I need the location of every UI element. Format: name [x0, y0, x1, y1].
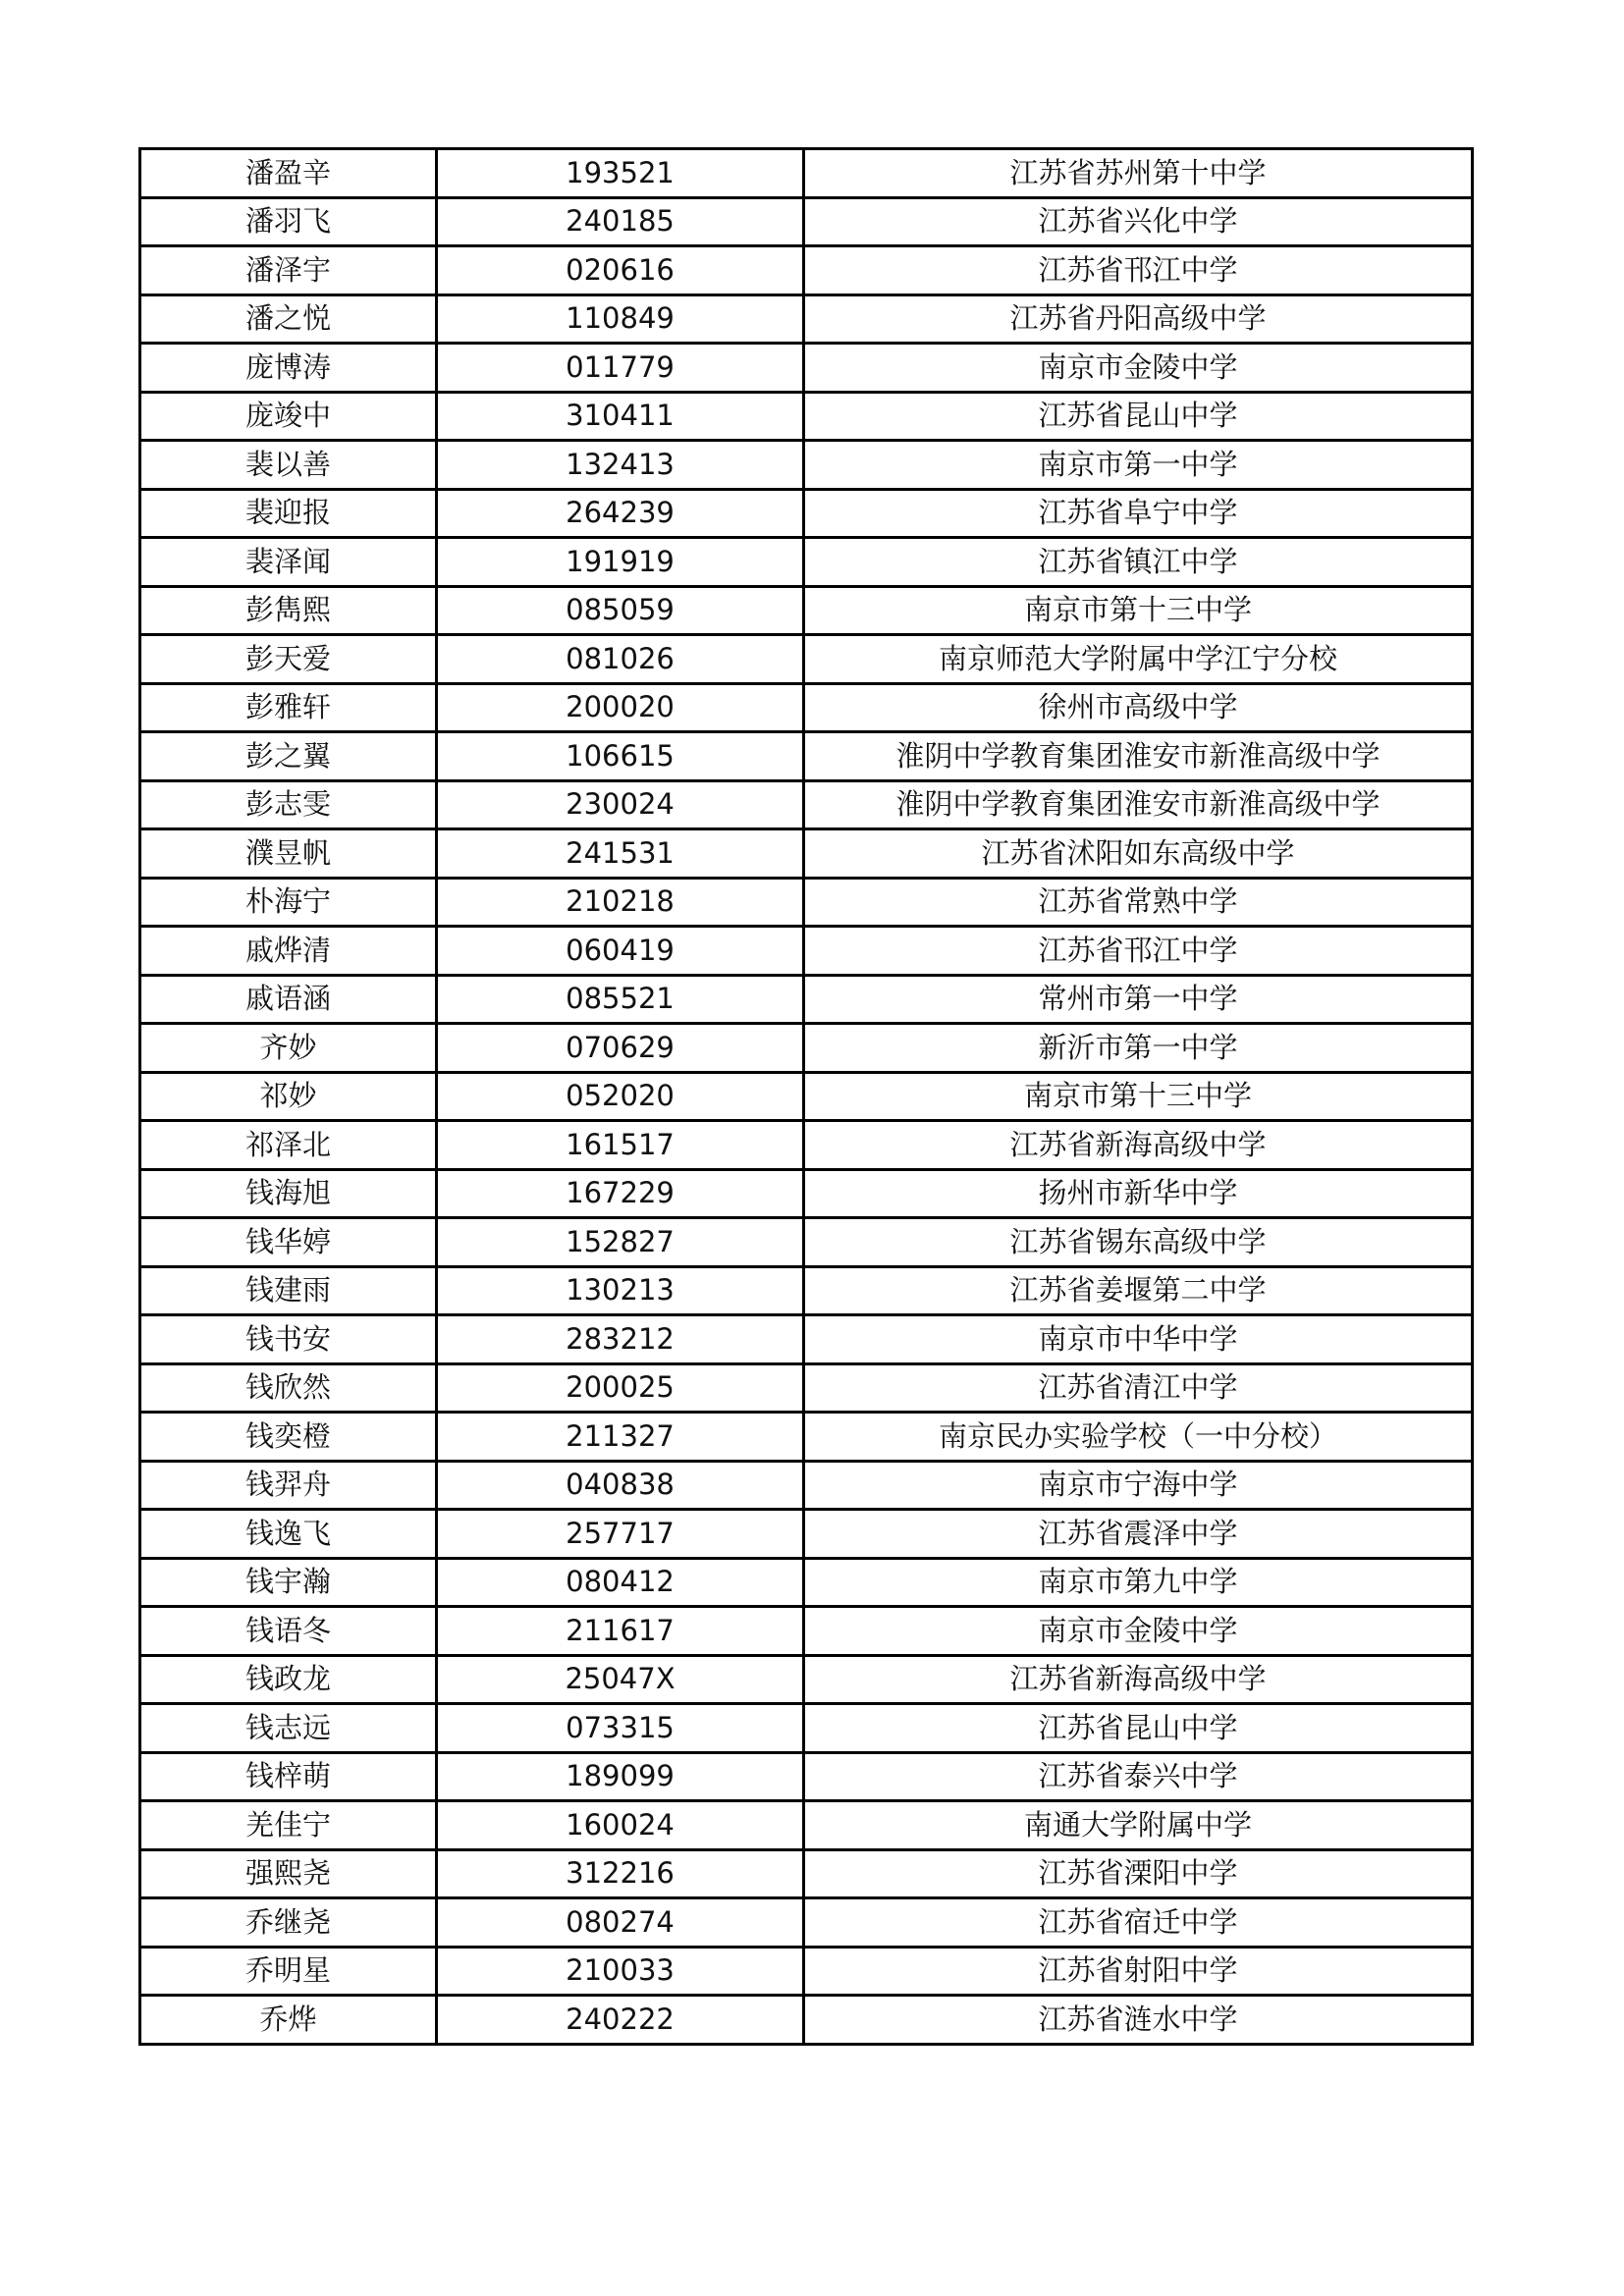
table-row: [140, 1849, 1473, 1898]
student-id-cell: 211617: [437, 1607, 804, 1656]
student-name-cell: 羌佳宁: [140, 1801, 437, 1850]
school-name-cell: 南京市金陵中学: [804, 1607, 1473, 1656]
student-name-cell: 潘羽飞: [140, 197, 437, 246]
school-name-cell: 江苏省镇江中学: [804, 538, 1473, 587]
student-id-cell: 085059: [437, 586, 804, 635]
table-row: [140, 489, 1473, 538]
school-name-cell: 江苏省阜宁中学: [804, 489, 1473, 538]
roster-table-body: [140, 149, 1473, 2045]
student-name-cell: 乔明星: [140, 1947, 437, 1996]
student-name-cell: 裴以善: [140, 441, 437, 490]
table-row: [140, 441, 1473, 490]
table-row: [140, 683, 1473, 732]
school-name-cell: 南京市金陵中学: [804, 344, 1473, 393]
table-row: [140, 344, 1473, 393]
student-id-cell: 312216: [437, 1849, 804, 1898]
table-row: [140, 1510, 1473, 1559]
table-row: [140, 1558, 1473, 1607]
student-id-cell: 110849: [437, 294, 804, 344]
school-name-cell: 徐州市高级中学: [804, 683, 1473, 732]
student-id-cell: 283212: [437, 1315, 804, 1364]
roster-table: [138, 147, 1474, 2046]
student-name-cell: 钱华婷: [140, 1218, 437, 1267]
student-id-cell: 011779: [437, 344, 804, 393]
student-name-cell: 钱海旭: [140, 1169, 437, 1218]
student-name-cell: 潘盈辛: [140, 149, 437, 198]
student-id-cell: 130213: [437, 1266, 804, 1315]
roster-sheet: [138, 147, 1471, 2046]
student-id-cell: 310411: [437, 392, 804, 441]
school-name-cell: 江苏省邗江中学: [804, 927, 1473, 976]
student-id-cell: 240185: [437, 197, 804, 246]
table-row: [140, 878, 1473, 927]
student-id-cell: 200025: [437, 1363, 804, 1413]
student-name-cell: 彭天爱: [140, 635, 437, 684]
student-id-cell: 230024: [437, 780, 804, 829]
school-name-cell: 江苏省溧阳中学: [804, 1849, 1473, 1898]
student-name-cell: 彭雅轩: [140, 683, 437, 732]
table-row: [140, 197, 1473, 246]
student-name-cell: 钱政龙: [140, 1655, 437, 1704]
student-id-cell: 257717: [437, 1510, 804, 1559]
student-id-cell: 200020: [437, 683, 804, 732]
student-id-cell: 152827: [437, 1218, 804, 1267]
student-name-cell: 裴迎报: [140, 489, 437, 538]
student-id-cell: 211327: [437, 1413, 804, 1462]
school-name-cell: 南京市中华中学: [804, 1315, 1473, 1364]
school-name-cell: 江苏省涟水中学: [804, 1996, 1473, 2045]
student-name-cell: 乔继尧: [140, 1898, 437, 1948]
student-id-cell: 132413: [437, 441, 804, 490]
student-id-cell: 191919: [437, 538, 804, 587]
school-name-cell: 江苏省宿迁中学: [804, 1898, 1473, 1948]
school-name-cell: 南京市第九中学: [804, 1558, 1473, 1607]
school-name-cell: 江苏省震泽中学: [804, 1510, 1473, 1559]
table-row: [140, 732, 1473, 781]
table-row: [140, 1752, 1473, 1801]
student-name-cell: 乔烨: [140, 1996, 437, 2045]
table-row: [140, 1898, 1473, 1948]
student-name-cell: 庞竣中: [140, 392, 437, 441]
table-row: [140, 1072, 1473, 1121]
school-name-cell: 常州市第一中学: [804, 975, 1473, 1024]
student-id-cell: 080412: [437, 1558, 804, 1607]
student-name-cell: 钱建雨: [140, 1266, 437, 1315]
school-name-cell: 江苏省常熟中学: [804, 878, 1473, 927]
school-name-cell: 江苏省清江中学: [804, 1363, 1473, 1413]
school-name-cell: 江苏省新海高级中学: [804, 1655, 1473, 1704]
table-row: [140, 538, 1473, 587]
student-name-cell: 朴海宁: [140, 878, 437, 927]
table-row: [140, 1655, 1473, 1704]
school-name-cell: 南通大学附属中学: [804, 1801, 1473, 1850]
student-name-cell: 戚语涵: [140, 975, 437, 1024]
student-id-cell: 040838: [437, 1461, 804, 1510]
table-row: [140, 635, 1473, 684]
student-name-cell: 钱奕橙: [140, 1413, 437, 1462]
student-name-cell: 裴泽闻: [140, 538, 437, 587]
student-id-cell: 210033: [437, 1947, 804, 1996]
school-name-cell: 江苏省射阳中学: [804, 1947, 1473, 1996]
school-name-cell: 江苏省新海高级中学: [804, 1121, 1473, 1170]
table-row: [140, 1121, 1473, 1170]
school-name-cell: 南京师范大学附属中学江宁分校: [804, 635, 1473, 684]
student-name-cell: 彭之翼: [140, 732, 437, 781]
table-row: [140, 149, 1473, 198]
school-name-cell: 南京市宁海中学: [804, 1461, 1473, 1510]
table-row: [140, 1996, 1473, 2045]
school-name-cell: 江苏省苏州第十中学: [804, 149, 1473, 198]
table-row: [140, 1461, 1473, 1510]
table-row: [140, 780, 1473, 829]
school-name-cell: 江苏省邗江中学: [804, 246, 1473, 295]
table-row: [140, 1169, 1473, 1218]
table-row: [140, 1024, 1473, 1073]
table-row: [140, 1704, 1473, 1753]
student-id-cell: 060419: [437, 927, 804, 976]
student-name-cell: 戚烨清: [140, 927, 437, 976]
school-name-cell: 淮阴中学教育集团淮安市新淮高级中学: [804, 732, 1473, 781]
student-name-cell: 钱羿舟: [140, 1461, 437, 1510]
student-id-cell: 161517: [437, 1121, 804, 1170]
table-row: [140, 1266, 1473, 1315]
student-id-cell: 081026: [437, 635, 804, 684]
table-row: [140, 1363, 1473, 1413]
school-name-cell: 南京市第十三中学: [804, 586, 1473, 635]
table-row: [140, 246, 1473, 295]
student-id-cell: 073315: [437, 1704, 804, 1753]
school-name-cell: 淮阴中学教育集团淮安市新淮高级中学: [804, 780, 1473, 829]
table-row: [140, 294, 1473, 344]
student-id-cell: 052020: [437, 1072, 804, 1121]
school-name-cell: 江苏省锡东高级中学: [804, 1218, 1473, 1267]
student-name-cell: 彭雋熙: [140, 586, 437, 635]
student-name-cell: 潘之悦: [140, 294, 437, 344]
school-name-cell: 扬州市新华中学: [804, 1169, 1473, 1218]
school-name-cell: 江苏省泰兴中学: [804, 1752, 1473, 1801]
student-name-cell: 钱逸飞: [140, 1510, 437, 1559]
student-name-cell: 强熙尧: [140, 1849, 437, 1898]
table-row: [140, 927, 1473, 976]
student-name-cell: 钱书安: [140, 1315, 437, 1364]
school-name-cell: 南京市第一中学: [804, 441, 1473, 490]
school-name-cell: 新沂市第一中学: [804, 1024, 1473, 1073]
student-id-cell: 085521: [437, 975, 804, 1024]
school-name-cell: 江苏省丹阳高级中学: [804, 294, 1473, 344]
student-id-cell: 193521: [437, 149, 804, 198]
student-name-cell: 潘泽宇: [140, 246, 437, 295]
student-id-cell: 106615: [437, 732, 804, 781]
table-row: [140, 392, 1473, 441]
student-id-cell: 020616: [437, 246, 804, 295]
student-name-cell: 祁妙: [140, 1072, 437, 1121]
student-id-cell: 167229: [437, 1169, 804, 1218]
student-id-cell: 070629: [437, 1024, 804, 1073]
student-name-cell: 钱语冬: [140, 1607, 437, 1656]
table-row: [140, 586, 1473, 635]
student-id-cell: 189099: [437, 1752, 804, 1801]
school-name-cell: 江苏省兴化中学: [804, 197, 1473, 246]
student-name-cell: 彭志雯: [140, 780, 437, 829]
student-name-cell: 钱志远: [140, 1704, 437, 1753]
school-name-cell: 南京市第十三中学: [804, 1072, 1473, 1121]
student-name-cell: 钱宇瀚: [140, 1558, 437, 1607]
table-row: [140, 829, 1473, 879]
school-name-cell: 江苏省沭阳如东高级中学: [804, 829, 1473, 879]
student-id-cell: 160024: [437, 1801, 804, 1850]
student-id-cell: 264239: [437, 489, 804, 538]
table-row: [140, 1315, 1473, 1364]
student-id-cell: 25047X: [437, 1655, 804, 1704]
school-name-cell: 江苏省姜堰第二中学: [804, 1266, 1473, 1315]
school-name-cell: 江苏省昆山中学: [804, 392, 1473, 441]
student-name-cell: 钱欣然: [140, 1363, 437, 1413]
table-row: [140, 975, 1473, 1024]
student-id-cell: 080274: [437, 1898, 804, 1948]
student-id-cell: 241531: [437, 829, 804, 879]
table-row: [140, 1947, 1473, 1996]
table-row: [140, 1801, 1473, 1850]
school-name-cell: 江苏省昆山中学: [804, 1704, 1473, 1753]
student-name-cell: 庞博涛: [140, 344, 437, 393]
student-id-cell: 240222: [437, 1996, 804, 2045]
student-name-cell: 钱梓萌: [140, 1752, 437, 1801]
table-row: [140, 1218, 1473, 1267]
school-name-cell: 南京民办实验学校（一中分校）: [804, 1413, 1473, 1462]
student-name-cell: 祁泽北: [140, 1121, 437, 1170]
table-row: [140, 1607, 1473, 1656]
table-row: [140, 1413, 1473, 1462]
student-name-cell: 濮昱帆: [140, 829, 437, 879]
student-name-cell: 齐妙: [140, 1024, 437, 1073]
student-id-cell: 210218: [437, 878, 804, 927]
